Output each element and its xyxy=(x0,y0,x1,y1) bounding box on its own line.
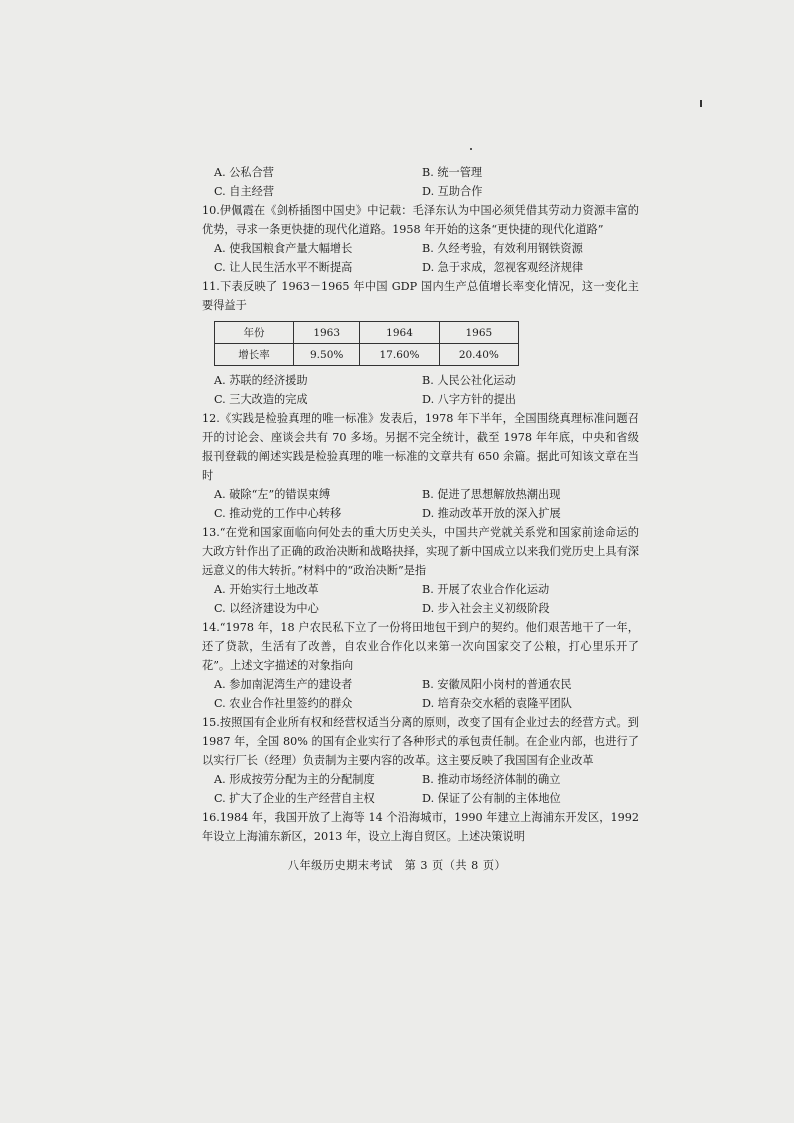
question-15-options xyxy=(214,770,639,808)
table-cell: 增长率 xyxy=(215,344,294,366)
exam-content xyxy=(202,163,639,846)
question-16 xyxy=(202,808,639,846)
option-c: C. 三大改造的完成 xyxy=(214,393,308,406)
question-12-options xyxy=(214,485,639,523)
question-10-options xyxy=(214,239,639,277)
table-row xyxy=(215,344,519,366)
option-d: D. 推动改革开放的深入扩展 xyxy=(422,507,561,520)
option-b: B. 推动市场经济体制的确立 xyxy=(422,773,561,786)
option-c: C. 扩大了企业的生产经营自主权 xyxy=(214,792,375,805)
question-10-stem: 10.伊佩霞在《剑桥插图中国史》中记载：毛泽东认为中国必须凭借其劳动力资源丰富的优势，寻求一条更快捷的现代化道路。1958 年开始的这条“更快捷的现代化道路” xyxy=(202,204,639,236)
option-b: B. 开展了农业合作化运动 xyxy=(422,583,550,596)
table-cell: 17.60% xyxy=(360,344,439,366)
option-d: D. 保证了公有制的主体地位 xyxy=(422,792,561,805)
question-9 xyxy=(214,163,639,201)
option-c: C. 以经济建设为中心 xyxy=(214,602,319,615)
question-15 xyxy=(202,713,639,808)
table-header-cell: 1965 xyxy=(439,322,518,344)
question-14-options xyxy=(214,675,639,713)
option-a: A. 苏联的经济援助 xyxy=(214,374,308,387)
option-a: A. 形成按劳分配为主的分配制度 xyxy=(214,773,375,786)
page-footer: 八年级历史期末考试 第 3 页（共 8 页） xyxy=(287,859,507,872)
option-d: D. 培育杂交水稻的袁隆平团队 xyxy=(422,697,572,710)
question-12-stem: 12.《实践是检验真理的唯一标准》发表后，1978 年下半年，全国围绕真理标准问题召开的讨论会、座谈会共有 70 多场。另据不完全统计，截至 1978 年年底，中央和省级报刊登载的阐述实践是检验真理的唯一标准的文章共有 650 余篇。据此可知该文章在当时 xyxy=(202,412,639,482)
option-a: A. 开始实行土地改革 xyxy=(214,583,319,596)
option-b: B. 人民公社化运动 xyxy=(422,374,516,387)
option-d: D. 步入社会主义初级阶段 xyxy=(422,602,550,615)
option-b: B. 统一管理 xyxy=(422,166,483,179)
table-header-cell: 1963 xyxy=(294,322,360,344)
question-13-options xyxy=(214,580,639,618)
option-a: A. 参加南泥湾生产的建设者 xyxy=(214,678,353,691)
option-c: C. 让人民生活水平不断提高 xyxy=(214,261,353,274)
question-11-stem: 11.下表反映了 1963－1965 年中国 GDP 国内生产总值增长率变化情况，这一变化主要得益于 xyxy=(202,280,639,312)
question-13 xyxy=(202,523,639,618)
question-13-stem: 13.“在党和国家面临向何处去的重大历史关头，中国共产党就关系党和国家前途命运的大政方针作出了正确的政治决断和战略抉择，实现了新中国成立以来我们党历史上具有深远意义的伟大转折。”材料中的“政治决断”是指 xyxy=(202,526,639,577)
question-15-stem: 15.按照国有企业所有权和经营权适当分离的原则，改变了国有企业过去的经营方式。到 1987 年，全国 80% 的国有企业实行了各种形式的承包责任制。在企业内部，也进行了以实行厂长（经理）负责制为主要内容的改革。这主要反映了我国国有企业改革 xyxy=(202,716,639,767)
question-14-stem: 14.“1978 年，18 户农民私下立了一份将田地包干到户的契约。他们艰苦地干了一年，还了贷款，生活有了改善，自农业合作化以来第一次向国家交了公粮，打心里乐开了花”。上述文字描述的对象指向 xyxy=(202,621,639,672)
gdp-growth-table xyxy=(214,321,519,366)
option-c: C. 推动党的工作中心转移 xyxy=(214,507,342,520)
table-header-cell: 年份 xyxy=(215,322,294,344)
table-cell: 20.40% xyxy=(439,344,518,366)
table-cell: 9.50% xyxy=(294,344,360,366)
option-a: A. 使我国粮食产量大幅增长 xyxy=(214,242,353,255)
table-header-cell: 1964 xyxy=(360,322,439,344)
scan-mark xyxy=(700,100,702,107)
option-a: A. 公私合营 xyxy=(214,166,274,179)
option-d: D. 八字方针的提出 xyxy=(422,393,516,406)
option-a: A. 破除“左”的错误束缚 xyxy=(214,488,331,501)
scan-dot xyxy=(470,148,472,150)
question-12 xyxy=(202,409,639,523)
question-10 xyxy=(202,201,639,277)
option-b: B. 促进了思想解放热潮出现 xyxy=(422,488,561,501)
option-c: C. 农业合作社里签约的群众 xyxy=(214,697,353,710)
question-16-stem: 16.1984 年，我国开放了上海等 14 个沿海城市，1990 年建立上海浦东开发区，1992 年设立上海浦东新区，2013 年，设立上海自贸区。上述决策说明 xyxy=(202,811,639,843)
question-11 xyxy=(202,277,639,409)
option-d: D. 互助合作 xyxy=(422,185,483,198)
question-9-options xyxy=(214,163,639,201)
option-d: D. 急于求成，忽视客观经济规律 xyxy=(422,261,584,274)
option-b: B. 安徽凤阳小岗村的普通农民 xyxy=(422,678,572,691)
question-14 xyxy=(202,618,639,713)
question-11-options xyxy=(214,371,639,409)
table-header-row xyxy=(215,322,519,344)
option-c: C. 自主经营 xyxy=(214,185,275,198)
option-b: B. 久经考验，有效利用钢铁资源 xyxy=(422,242,583,255)
